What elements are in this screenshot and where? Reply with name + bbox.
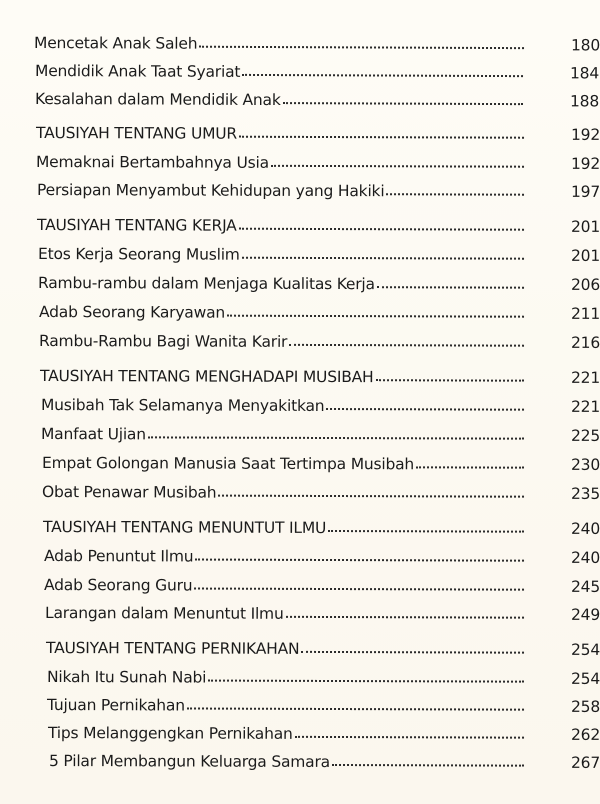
toc-heading-title: TAUSIYAH TENTANG UMUR [36,124,238,143]
toc-entry-page: 225 [570,426,600,445]
toc-entry-page: 267 [570,753,600,772]
dot-leader [301,650,524,654]
toc-entry-page: 188 [569,92,600,111]
toc-entry-title: Musibah Tak Selamanya Menyakitkan [41,396,325,415]
toc-entry [37,175,600,201]
toc-entry-page: 258 [570,697,600,716]
toc-entry-page: 240 [570,548,600,567]
toc-entry-page: 184 [569,64,600,83]
toc-entry-page: 201 [570,246,600,265]
toc-entry-title: Persiapan Menyambut Kehidupan yang Hakiki [37,181,385,201]
toc-entry [44,570,600,596]
dot-leader [295,735,524,739]
dot-leader [195,558,524,562]
toc-entry [41,390,600,416]
dot-leader [289,343,524,347]
dot-leader [239,135,524,139]
dot-leader [218,494,524,498]
toc-entry-page: 216 [570,333,600,352]
dot-leader [286,615,524,619]
toc-entry-page: 192 [570,154,600,173]
toc-entry [47,662,600,688]
toc-entry-page: 262 [570,725,600,744]
toc-entry-page: 211 [570,304,600,323]
dot-leader [283,101,523,105]
toc-entry-title: Tujuan Pernikahan [47,696,185,715]
toc-entry-title: Mendidik Anak Taat Syariat [35,62,241,81]
toc-entry [44,541,600,567]
toc-section-heading [40,361,600,387]
dot-leader [271,164,524,168]
toc-entry-title: 5 Pilar Membangun Keluarga Samara [49,752,330,771]
toc-entry-page: 180 [570,36,600,55]
toc-entry-title: Manfaat Ujian [41,425,146,444]
toc-heading-title: TAUSIYAH TENTANG MENGHADAPI MUSIBAH [40,367,374,387]
dot-leader [242,256,524,260]
dot-leader [326,407,524,411]
toc-heading-title: TAUSIYAH TENTANG MENUNTUT ILMU [43,518,327,537]
dot-leader [386,192,524,195]
toc-entry [45,598,600,624]
dot-leader [242,73,523,77]
dot-leader [376,378,525,382]
toc-section-heading [37,210,600,236]
toc-entry [49,746,600,772]
toc-entry-title: Rambu-rambu dalam Menjaga Kualitas Kerja [38,274,375,294]
toc-entry-title: Nikah Itu Sunah Nabi [47,668,207,687]
toc-entry [38,268,600,294]
toc-entry-title: Tips Melanggengkan Pernikahan [48,724,293,743]
toc-entry-title: Larangan dalam Menuntut Ilmu [45,604,284,623]
toc-entry [38,239,600,265]
dot-leader [416,465,524,468]
toc-entry [47,690,600,716]
toc-entry-title: Rambu-Rambu Bagi Wanita Karir [39,332,288,351]
toc-entry-title: Adab Seorang Guru [44,576,193,595]
toc-entry-title: Adab Penuntut Ilmu [44,547,194,566]
dot-leader [187,706,524,710]
dot-leader [194,587,524,591]
toc-entry [39,326,600,352]
toc-entry-title: Memaknai Bertambahnya Usia [36,153,269,172]
toc-entry-title: Adab Seorang Karyawan [39,303,226,322]
dot-leader [332,763,524,767]
toc-entry-page: 221 [570,397,600,416]
toc-section-heading [43,512,600,538]
toc-entry-page: 206 [570,275,600,294]
toc-heading-title: TAUSIYAH TENTANG PERNIKAHAN [46,639,300,658]
toc-entry [42,448,600,474]
toc-entry [35,84,600,111]
toc-entry-page: 197 [570,182,600,201]
toc-entry-title: Etos Kerja Seorang Muslim [38,245,240,264]
toc-entry-page: 230 [570,455,600,474]
toc-entry-page: 254 [570,669,600,688]
toc-entry-title: Kesalahan dalam Mendidik Anak [35,90,281,110]
dot-leader [227,314,524,318]
dot-leader [239,227,524,231]
toc-entry [41,419,600,445]
toc-heading-page: 192 [570,125,600,144]
toc-section-heading [46,633,600,659]
toc-heading-page: 201 [570,217,600,236]
toc-entry [36,147,600,173]
toc-entry-page: 235 [570,484,600,503]
toc-entry [39,297,600,323]
dot-leader [328,529,524,533]
dot-leader [208,679,524,683]
dot-leader [377,285,524,289]
toc-heading-page: 240 [570,519,600,538]
dot-leader [199,45,524,49]
toc-heading-page: 221 [570,368,600,387]
toc-entry-page: 249 [570,605,600,624]
toc-heading-page: 254 [570,640,600,659]
toc-entry [42,477,600,503]
toc-entry-title: Empat Golongan Manusia Saat Tertimpa Musibah [42,454,415,474]
toc-entry [35,56,600,83]
toc-entry-title: Mencetak Anak Saleh [34,34,198,53]
toc-heading-title: TAUSIYAH TENTANG KERJA [37,216,237,235]
toc-entry-page: 245 [570,577,600,596]
toc-entry [34,28,600,55]
toc-section-heading [36,118,600,144]
toc-entry-title: Obat Penawar Musibah [42,483,217,502]
toc-entry [48,718,600,744]
dot-leader [148,435,524,439]
